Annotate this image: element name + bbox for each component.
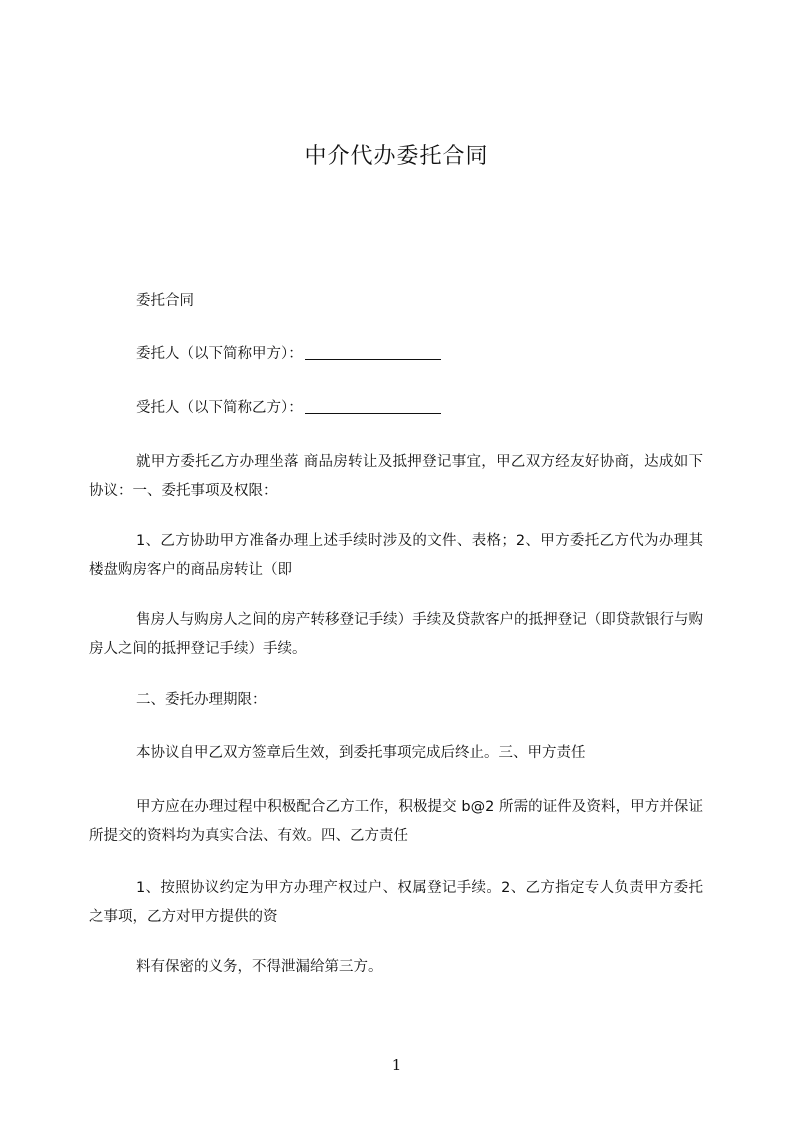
paragraph-clause-1: 1、乙方协助甲方准备办理上述手续时涉及的文件、表格；2、甲方委托乙方代为办理其楼盘购房客户的商品房转让（即: [89, 533, 703, 578]
paragraph-preamble: 就甲方委托乙方办理坐落 商品房转让及抵押登记事宜，甲乙双方经友好协商，达成如下协议：一、委托事项及权限：: [89, 454, 703, 499]
agent-blank-line: [305, 399, 441, 414]
agent-label: 受托人（以下简称乙方）：: [136, 400, 303, 416]
paragraph-contract-heading: 委托合同: [136, 293, 194, 309]
paragraph-section-4-continued: 料有保密的义务，不得泄漏给第三方。: [136, 959, 383, 975]
principal-blank-line: [305, 345, 441, 360]
paragraph-agent-line: [89, 394, 703, 423]
paragraph-section-2-body: 本协议自甲乙双方签章后生效，到委托事项完成后终止。三、甲方责任: [136, 745, 586, 761]
paragraph-section-2-heading: 二、委托办理期限：: [136, 692, 267, 708]
paragraph-section-3-body: 甲方应在办理过程中积极配合乙方工作，积极提交 b@2 所需的证件及资料，甲方并保证所提交的资料均为真实合法、有效。四、乙方责任: [89, 799, 703, 844]
paragraph-section-4-body: 1、按照协议约定为甲方办理产权过户、权属登记手续。2、乙方指定专人负责甲方委托之事项，乙方对甲方提供的资: [89, 880, 703, 925]
page-number: 1: [391, 1056, 402, 1074]
paragraph-clause-1-continued: 售房人与购房人之间的房产转移登记手续）手续及贷款客户的抵押登记（即贷款银行与购房人之间的抵押登记手续）手续。: [89, 612, 703, 657]
principal-label: 委托人（以下简称甲方）：: [136, 346, 303, 362]
paragraph-principal-line: [89, 340, 703, 369]
document-title: 中介代办委托合同: [304, 144, 489, 169]
